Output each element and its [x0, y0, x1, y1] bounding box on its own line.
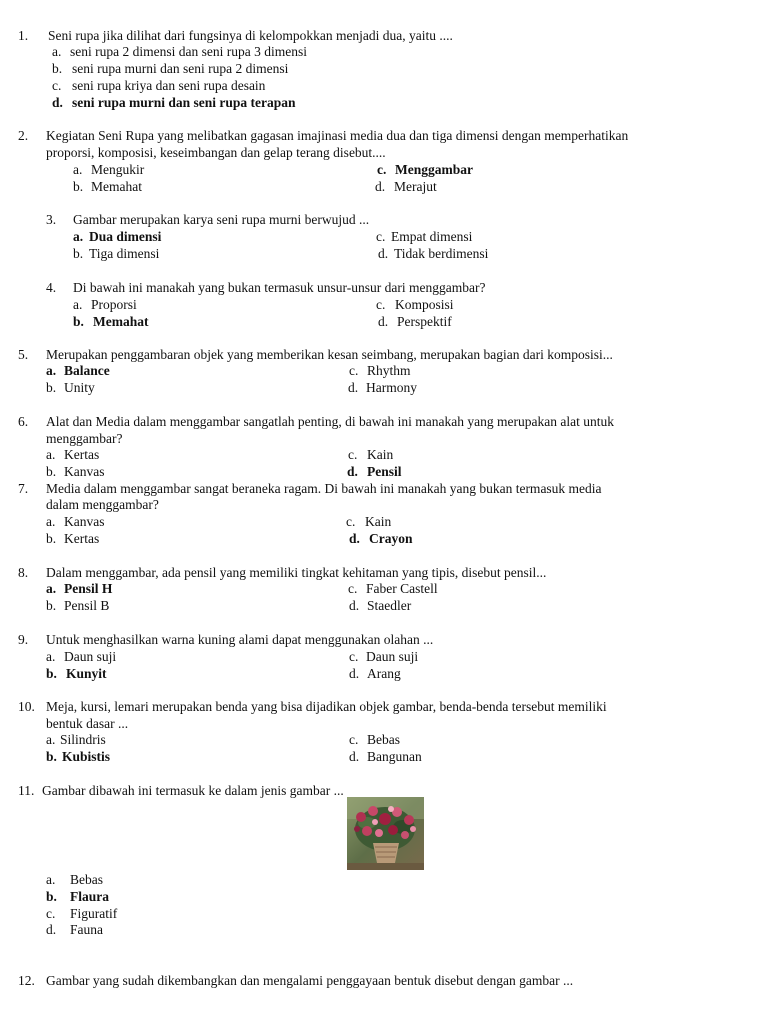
option-label-correct: b. — [46, 666, 57, 681]
option-text: Kanvas — [64, 514, 105, 529]
question-text: Gambar merupakan karya seni rupa murni berwujud ... — [73, 212, 370, 227]
option-text: Tidak berdimensi — [394, 246, 489, 261]
question-number: 8. — [18, 565, 29, 580]
option-label-correct: a. — [73, 229, 84, 244]
option-text: seni rupa 2 dimensi dan seni rupa 3 dimensi — [70, 44, 307, 59]
question-text: proporsi, komposisi, keseimbangan dan gelap terang disebut.... — [46, 145, 386, 160]
option-label: c. — [348, 447, 358, 462]
question-number: 10. — [18, 699, 35, 714]
option-text: Mengukir — [91, 162, 145, 177]
option-label: a. — [46, 514, 56, 529]
question-text: Gambar dibawah ini termasuk ke dalam jenis gambar ... — [42, 783, 344, 798]
option-text-correct: Dua dimensi — [89, 229, 162, 244]
option-text: Perspektif — [397, 314, 452, 329]
option-label-correct: a. — [46, 581, 57, 596]
option-label-correct: b. — [73, 314, 84, 329]
option-text: Daun suji — [366, 649, 419, 664]
option-label: a. — [46, 447, 56, 462]
option-label-correct: c. — [377, 162, 387, 177]
option-text: Pensil B — [64, 598, 110, 613]
question-number: 4. — [46, 280, 57, 295]
question-number: 12. — [18, 973, 35, 988]
option-text: Tiga dimensi — [89, 246, 160, 261]
option-text: Kain — [365, 514, 392, 529]
option-label: a. — [73, 162, 83, 177]
flower-vase-painting — [347, 797, 424, 870]
question-text: Merupakan penggambaran objek yang memberikan kesan seimbang, merupakan bagian dari komposisi... — [46, 347, 613, 362]
question-number: 9. — [18, 632, 29, 647]
question-text: Media dalam menggambar sangat beraneka ragam. Di bawah ini manakah yang bukan termasuk media — [46, 481, 602, 496]
question-text: Alat dan Media dalam menggambar sangatlah penting, di bawah ini manakah yang merupakan alat untuk — [46, 414, 614, 429]
option-text: Bebas — [367, 732, 400, 747]
question-number: 7. — [18, 481, 29, 496]
option-label: c. — [348, 581, 358, 596]
option-text-correct: Menggambar — [395, 162, 473, 177]
option-text-correct: Balance — [64, 363, 110, 378]
option-label: d. — [349, 749, 360, 764]
option-label: a. — [46, 732, 56, 747]
option-text-correct: seni rupa murni dan seni rupa terapan — [72, 95, 296, 110]
option-label: d. — [349, 598, 360, 613]
question-number: 2. — [18, 128, 29, 143]
option-text: Staedler — [367, 598, 412, 613]
option-text-correct: Flaura — [70, 889, 109, 904]
option-text: Daun suji — [64, 649, 117, 664]
option-label: c. — [349, 732, 359, 747]
question-text: menggambar? — [46, 431, 123, 446]
option-text-correct: Memahat — [93, 314, 149, 329]
option-text: Arang — [367, 666, 401, 681]
option-label: c. — [376, 229, 386, 244]
option-text: seni rupa murni dan seni rupa 2 dimensi — [72, 61, 289, 76]
option-label: b. — [46, 380, 57, 395]
option-label: a. — [52, 44, 62, 59]
option-text-correct: Kunyit — [66, 666, 107, 681]
question-number: 6. — [18, 414, 29, 429]
option-text: Silindris — [60, 732, 106, 747]
question-text: bentuk dasar ... — [46, 716, 129, 731]
option-text-correct: Crayon — [369, 531, 413, 546]
option-label: d. — [349, 666, 360, 681]
option-text: Kertas — [64, 447, 100, 462]
option-label: c. — [46, 906, 56, 921]
option-text: Komposisi — [395, 297, 454, 312]
option-label: a. — [46, 649, 56, 664]
question-text: Dalam menggambar, ada pensil yang memiliki tingkat kehitaman yang tipis, disebut pensil... — [46, 565, 547, 580]
option-label: b. — [52, 61, 63, 76]
option-label: c. — [349, 363, 359, 378]
flower-vase-illustration — [347, 797, 424, 870]
question-number: 3. — [46, 212, 57, 227]
question-text: Meja, kursi, lemari merupakan benda yang bisa dijadikan objek gambar, benda-benda tersebut memiliki — [46, 699, 607, 714]
option-label: d. — [378, 314, 389, 329]
option-label: c. — [349, 649, 359, 664]
option-label: c. — [346, 514, 356, 529]
option-label-correct: d. — [349, 531, 360, 546]
option-text: Bebas — [70, 872, 103, 887]
option-label: c. — [52, 78, 62, 93]
question-text: dalam menggambar? — [46, 497, 159, 512]
option-text: Kain — [367, 447, 394, 462]
option-label: b. — [73, 179, 84, 194]
option-label-correct: d. — [52, 95, 63, 110]
option-label-correct: b. — [46, 749, 57, 764]
option-text: Merajut — [394, 179, 437, 194]
question-number: 5. — [18, 347, 29, 362]
option-text: seni rupa kriya dan seni rupa desain — [72, 78, 266, 93]
option-label: b. — [46, 464, 57, 479]
option-text: Faber Castell — [366, 581, 438, 596]
option-label: b. — [46, 531, 57, 546]
option-text: Proporsi — [91, 297, 137, 312]
question-text: Di bawah ini manakah yang bukan termasuk unsur-unsur dari menggambar? — [73, 280, 486, 295]
question-text: Seni rupa jika dilihat dari fungsinya di kelompokkan menjadi dua, yaitu .... — [48, 28, 453, 43]
option-label: a. — [46, 872, 56, 887]
option-text-correct: Pensil — [367, 464, 402, 479]
option-label: b. — [46, 598, 57, 613]
option-label: b. — [73, 246, 84, 261]
option-text: Unity — [64, 380, 95, 395]
option-label: d. — [46, 922, 57, 937]
option-text: Figuratif — [70, 906, 118, 921]
option-label: d. — [375, 179, 386, 194]
option-label-correct: a. — [46, 363, 57, 378]
option-label: a. — [73, 297, 83, 312]
question-text: Gambar yang sudah dikembangkan dan mengalami penggayaan bentuk disebut dengan gambar ... — [46, 973, 574, 988]
option-text: Harmony — [366, 380, 417, 395]
question-number: 11. — [18, 783, 35, 798]
option-text-correct: Kubistis — [62, 749, 111, 764]
option-text: Bangunan — [367, 749, 422, 764]
option-label-correct: d. — [347, 464, 358, 479]
option-label: d. — [378, 246, 389, 261]
question-text: Untuk menghasilkan warna kuning alami dapat menggunakan olahan ... — [46, 632, 434, 647]
option-text: Memahat — [91, 179, 142, 194]
option-text: Kanvas — [64, 464, 105, 479]
option-text: Empat dimensi — [391, 229, 473, 244]
option-text: Kertas — [64, 531, 100, 546]
option-text: Rhythm — [367, 363, 411, 378]
option-label: d. — [348, 380, 359, 395]
question-text: Kegiatan Seni Rupa yang melibatkan gagasan imajinasi media dua dan tiga dimensi dengan memperhatikan — [46, 128, 629, 143]
option-text-correct: Pensil H — [64, 581, 113, 596]
option-label-correct: b. — [46, 889, 57, 904]
question-number: 1. — [18, 28, 29, 43]
option-label: c. — [376, 297, 386, 312]
option-text: Fauna — [70, 922, 103, 937]
